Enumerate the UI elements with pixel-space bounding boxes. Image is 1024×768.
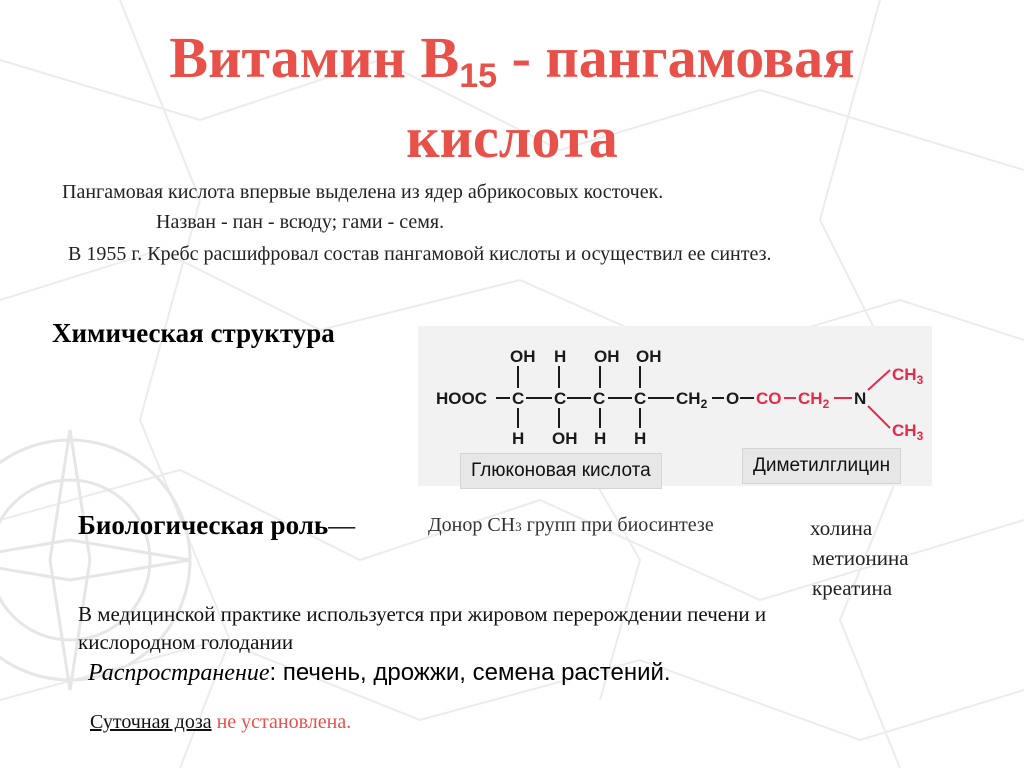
formula-oh-bottom-2: OH bbox=[552, 429, 578, 448]
daily-dose: Суточная доза не установлена. bbox=[90, 711, 352, 733]
formula-ch2: $CH_2$ bbox=[676, 389, 708, 411]
formula-ch3-bottom: $CH_3$ bbox=[892, 421, 924, 443]
formula-h-bottom-4: H bbox=[634, 429, 647, 448]
formula-oh-3: OH bbox=[594, 347, 620, 366]
formula-c1: C bbox=[512, 389, 525, 408]
formula-h-top-2: H bbox=[554, 347, 567, 366]
formula-ch3-top: $CH_3$ bbox=[892, 365, 924, 387]
formula-n: N bbox=[854, 389, 867, 408]
medical-line-1: В медицинской практике используется при жировом перерождении печени и bbox=[78, 602, 767, 626]
formula-ch2-red: $CH_2$ bbox=[798, 389, 830, 411]
formula-h-bottom-1: H bbox=[512, 429, 525, 448]
formula-oh-1: OH bbox=[510, 347, 536, 366]
distribution: Распространение: печень, дрожжи, семена растений. bbox=[88, 659, 671, 686]
label-gluconic-acid: Глюконовая кислота bbox=[460, 453, 662, 489]
chemical-structure-panel bbox=[418, 326, 932, 486]
bio-item-creatine: креатина bbox=[812, 576, 893, 600]
page-title-line2: кислота bbox=[406, 105, 618, 170]
intro-line-2: Назван - пан - всюду; гами - семя. bbox=[156, 211, 445, 233]
formula-o: O bbox=[726, 389, 740, 408]
formula-oh-4: OH bbox=[636, 347, 662, 366]
bio-item-choline: холина bbox=[810, 516, 873, 540]
intro-line-1: Пангамовая кислота впервые выделена из ядер абрикосовых косточек. bbox=[62, 181, 664, 203]
formula-co: CO bbox=[756, 389, 782, 408]
medical-line-2: кислородном голодании bbox=[78, 630, 294, 654]
formula-c4: C bbox=[634, 389, 647, 408]
formula-h-bottom-3: H bbox=[594, 429, 607, 448]
intro-line-3: В 1955 г. Кребс расшифровал состав пангамовой кислоты и осуществил ее синтез. bbox=[68, 243, 772, 265]
formula-c3: C bbox=[593, 389, 606, 408]
bio-description: Донор СН3 групп при биосинтезе bbox=[428, 514, 714, 536]
bio-heading: Биологическая роль— bbox=[78, 510, 356, 540]
label-dimethylglycine: Диметилглицин bbox=[742, 448, 901, 484]
chem-heading: Химическая структура bbox=[52, 318, 335, 348]
formula-c2: C bbox=[554, 389, 567, 408]
formula-hooc: HOOC bbox=[436, 389, 487, 408]
bio-item-methionine: метионина bbox=[812, 546, 909, 570]
page-title-line1: Витамин В15 - пангамовая bbox=[169, 25, 855, 95]
